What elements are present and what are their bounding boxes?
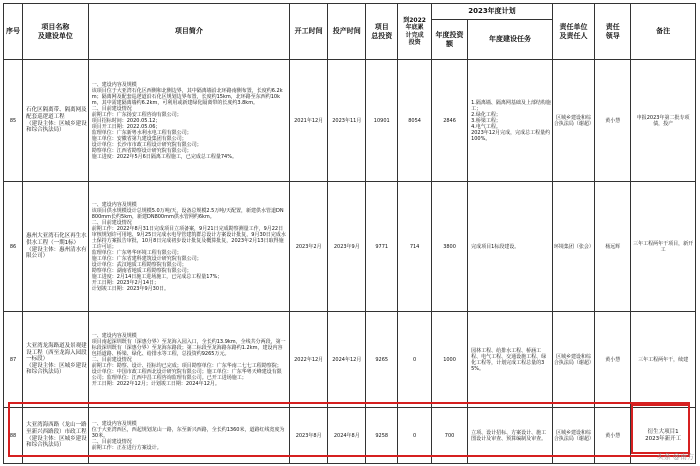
header-total-investment: 项目 总投资 [366,4,398,60]
cell-unit: 区城乡建设和综合执法局（谢超） [552,408,594,464]
cell-intro: 一、建设内容及规模 该项目供水规模设计总规模5.0万吨/天，设备总规模2.5万吨/天配置，新建供水管道DN800mm长约5km，新建DN800mm供水管网约6km。 二、目前建设情况 前期工作：2022年8月31日完成项目立项备案，9月21日完成勘察测量工作，9月22日审核规划许可用地、9月25日完成水电导管建筑群总设计方案设计批复，9月30日完成水土保持方案报告审批，10月8日完成初步设计批复及概算批复，2023年2月13日取得施工许可证； 监理单位：广东粤华环境工程有限公司； 施工单位：广东省建科建筑设计研究院有限公司； 设计单位：武汉地质工程勘察院有限公司； 勘察单位：湖南省地质工程勘察院有限公司； 施工进度：2月14日施工进场施工，已完成总工程量17%； 开工日期：2023年2月14日； 计划竣工日期：2023年9月30日。 [88,182,289,312]
table-row-highlighted [4,408,696,464]
cell-remark: 申报2023年第二批专项债，投产 [631,60,696,182]
header-leader: 责任 领导 [595,4,631,60]
cell-total: 9771 [366,182,398,312]
header-start-time: 开工时间 [290,4,328,60]
header-completed-2022: 到2022 年底累 计完成 投资 [398,4,432,60]
cell-completed: 8054 [398,60,432,182]
cell-total: 10901 [366,60,398,182]
cell-annual: 2846 [432,60,468,182]
header-finish-time: 投产时间 [328,4,366,60]
cell-unit: 区城乡建设和综合执法局（谢超） [552,60,594,182]
cell-annual: 3800 [432,182,468,312]
cell-start: 2023年8月 [290,408,328,464]
table-row [4,312,696,408]
cell-finish: 2023年9月 [328,182,366,312]
header-annual-investment: 年度投资 额 [432,20,468,60]
cell-start: 2021年12月 [290,60,328,182]
cell-completed: 714 [398,182,432,312]
cell-task: 完成项目1标段建设。 [468,182,553,312]
cell-remark: 三年工程两年干，续建 [631,312,696,408]
table-row [4,60,696,182]
cell-unit: 环境集团（张会） [552,182,594,312]
header-remarks: 备注 [631,4,696,60]
cell-total: 9265 [366,312,398,408]
cell-completed: 0 [398,312,432,408]
cell-project-name: 石化区隔离带、隔离网及配套巡逻道工程 （建设主体：区城乡建设和综合执法局） [23,60,89,182]
cell-leader: 杨远辉 [595,182,631,312]
cell-annual: 700 [432,408,468,464]
header-annual-task: 年度建设任务 [468,20,553,60]
cell-seq: 85 [4,60,23,182]
header-plan-group: 2023年度计划 [432,4,553,20]
cell-finish: 2024年8月 [328,408,366,464]
cell-task: 立项、设计招标、方案设计、施工图设计及审查、预算编制及审查。 [468,408,553,464]
cell-seq: 86 [4,182,23,312]
cell-annual: 1000 [432,312,468,408]
project-table [3,3,696,464]
cell-intro: 一、建设内容及规模 位于大亚湾西区，西起规划龙山一路，东至新兴西路，全长约1360米，道路红线宽度为30米。 二、目前建设情况 前期工作：正在进行方案设计。 [88,408,289,464]
cell-leader: 黄小慧 [595,60,631,182]
header-intro: 项目简介 [88,4,289,60]
cell-project-name: 大亚湾龙海路道及景观建设工程（西至龙海入园段一标段） （建设主体：区城乡建设和综合执法局） [23,312,89,408]
cell-completed: 0 [398,408,432,464]
cell-finish: 2024年12月 [328,312,366,408]
cell-finish: 2023年11月 [328,60,366,182]
cell-total: 9258 [366,408,398,464]
cell-task: 园林工程、给排水工程、桥涵工程、电气工程、交通设施工程、绿化工程等，计划完成工程总量的35%。 [468,312,553,408]
cell-remark: 三年工程两年干项目，新开工 [631,182,696,312]
watermark: 头条 @南方 [656,453,694,461]
cell-project-name: 大亚湾海西路（龙山一路至新兴西路段）市政工程 （建设主体：区城乡建设和综合执法局） [23,408,89,464]
cell-start: 2023年2月 [290,182,328,312]
header-project-name: 项目名称 及建设单位 [23,4,89,60]
header-row [4,4,696,20]
cell-project-name: 惠州大亚湾石化区再生水供水工程（一期1标） （建设主体：惠州清水有限公司） [23,182,89,312]
cell-leader: 黄小慧 [595,408,631,464]
cell-seq: 87 [4,312,23,408]
cell-seq: 88 [4,408,23,464]
cell-task: 1.隔离墙、隔离网基础及上部结构施工； 2.绿化工程； 3.桥梁工程； 4.电气工程。 2023年12月完成，完成总工程量约100%。 [468,60,553,182]
cell-start: 2022年12月 [290,312,328,408]
cell-intro: 一、建设内容及规模 项目南起深圳既有（深惠分界）至龙海入园入口，全长约13.9km，全线共分两段，第一标段深圳既有（深惠分界）至龙海东路段；第二标段至龙海路东路约1.2km，建设内容包括道路、桥梁、绿化、给排水等工程，总投资约9265万元。 二、目前建设情况 前期工作：勘察、设计、招标均已完成；项目勘察单位：广东华南二七七工程勘察院；设计单位：中国市政工程西北设计研究院有限公司；施工单位：广东华粤天峰建设有限公司；监理单位：江西中昌工程咨询监理有限公司。已开工进场施工； 开工日期：2022年12月；计划竣工日期：2024年12月。 [88,312,289,408]
header-seq: 序号 [4,4,23,60]
cell-remark: 衍生大项目1 2023年新开工 [631,408,696,464]
cell-intro: 一、建设内容及规模 该项目位于大亚湾石化区西侧和北侧边界，其中隔离墙沿北环路南侧布置，长度约6.2km；隔离网及配套巡逻道沿石化区规划边界布置，长度约15km，北环路至东西约10km，其中需建隔离墙约6.2km，可利用或新建绿化隔离带的长度约3.8km。 二、目前建设情况 前期工作：广东扬安工程咨询有限公司； 项目招标时间：2020.05.12； 项目开工日期：2022.05.06； 监理单位：广东新粤水利水电工程有限公司； 施工单位：安徽省第九建设集团有限公司； 设计单位：长沙市市政工程设计研究院有限公司； 勘察单位：江西省勘察设计研究院有限公司； 施工进度：2022年5月6日隔离工程施工，已完成总工程量74%。 [88,60,289,182]
table-row [4,182,696,312]
cell-leader: 黄小慧 [595,312,631,408]
header-responsible-unit: 责任单位 及责任人 [552,4,594,60]
cell-unit: 区城乡建设和综合执法局（谢超） [552,312,594,408]
